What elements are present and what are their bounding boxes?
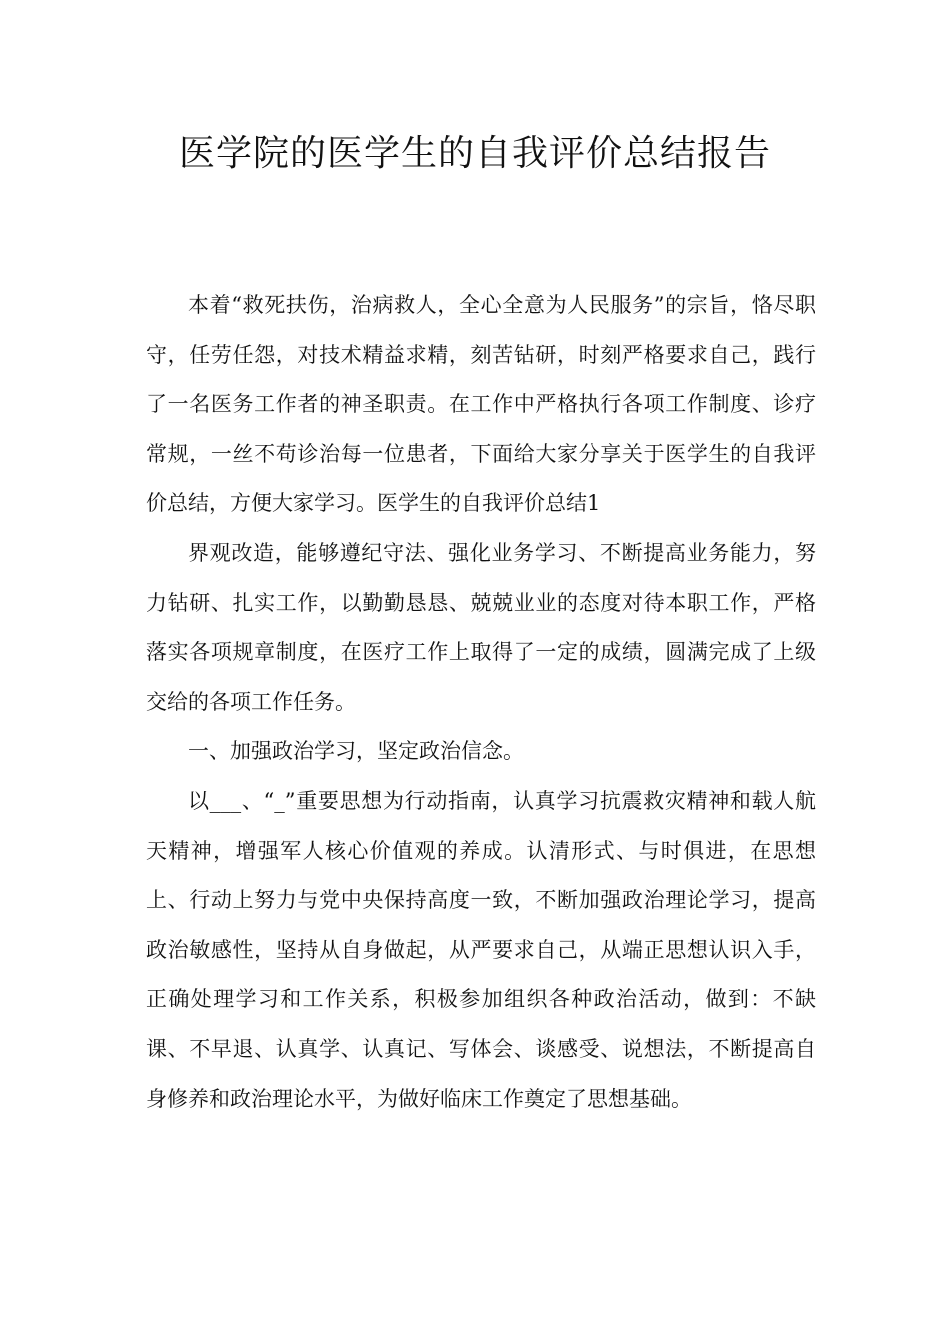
- document-title: 医学院的医学生的自我评价总结报告: [178, 133, 771, 174]
- paragraph-intro: 本着“救死扶伤，治病救人，全心全意为人民服务”的宗旨，恪尽职守，任劳任怨，对技术精益求精，刻苦钻研，时刻严格要求自己，践行了一名医务工作者的神圣职责。在工作中严格执行各项工作制度、诊疗常规，一丝不苟诊治每一位患者，下面给大家分享关于医学生的自我评价总结，方便大家学习。医学生的自我评价总结1: [146, 293, 816, 516]
- section-heading-political-study: 一、加强政治学习，坚定政治信念。: [188, 739, 524, 764]
- paragraph-political-study: 以___、“_”重要思想为行动指南，认真学习抗震救灾精神和载人航天精神，增强军人核心价值观的养成。认清形式、与时俱进，在思想上、行动上努力与党中央保持高度一致，不断加强政治理论学习，提高政治敏感性，坚持从自身做起，从严要求自己，从端正思想认识入手，正确处理学习和工作关系，积极参加组织各种政治活动，做到：不缺课、不早退、认真学、认真记、写体会、谈感受、说想法，不断提高自身修养和政治理论水平，为做好临床工作奠定了思想基础。: [146, 788, 816, 1111]
- paragraph-work-attitude: 界观改造，能够遵纪守法、强化业务学习、不断提高业务能力，努力钻研、扎实工作，以勤勤恳恳、兢兢业业的态度对待本职工作，严格落实各项规章制度，在医疗工作上取得了一定的成绩，圆满完成了上级交给的各项工作任务。: [146, 540, 816, 714]
- document-body: [146, 281, 816, 1124]
